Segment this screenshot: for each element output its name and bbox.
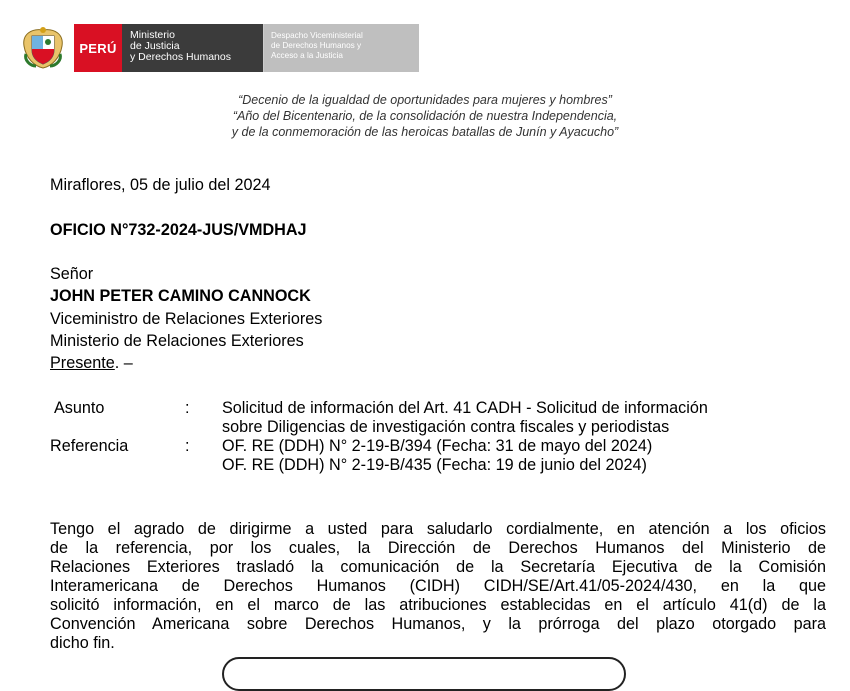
referencia-label: Referencia bbox=[50, 437, 129, 455]
presente-word: Presente bbox=[50, 354, 115, 372]
body-line: Tengo el agrado de dirigirme a usted para saludarlo cordialmente, en atención a los oficios bbox=[50, 520, 826, 538]
motto-line: “Decenio de la igualdad de oportunidades para mujeres y hombres” bbox=[238, 93, 612, 107]
recipient-institution: Ministerio de Relaciones Exteriores bbox=[50, 332, 304, 350]
motto-line: “Año del Bicentenario, de la consolidación de nuestra Independencia, bbox=[232, 109, 618, 123]
decenio-motto bbox=[0, 92, 850, 140]
body-line: de la referencia, por los cuales, la Dirección de Derechos Humanos del Ministerio de bbox=[50, 539, 826, 557]
letterhead bbox=[20, 24, 419, 74]
signature-stamp-box bbox=[222, 657, 626, 691]
body-line: Interamericana de Derechos Humanos (CIDH) CIDH/SE/Art.41/05-2024/430, en la que bbox=[50, 577, 826, 595]
referencia-separator: : bbox=[185, 437, 190, 455]
recipient-name: JOHN PETER CAMINO CANNOCK bbox=[50, 287, 311, 305]
referencia-line: OF. RE (DDH) N° 2-19-B/435 (Fecha: 19 de junio del 2024) bbox=[222, 456, 647, 474]
referencia-line: OF. RE (DDH) N° 2-19-B/394 (Fecha: 31 de mayo del 2024) bbox=[222, 437, 653, 455]
asunto-line: Solicitud de información del Art. 41 CADH - Solicitud de información bbox=[222, 399, 708, 417]
body-line: Relaciones Exteriores trasladó la comunicación de la Secretaría Ejecutiva de la Comisión bbox=[50, 558, 826, 576]
recipient-title: Viceministro de Relaciones Exteriores bbox=[50, 310, 323, 328]
recipient-salutation: Señor bbox=[50, 265, 94, 283]
oficio-number: OFICIO N°732-2024-JUS/VMDHAJ bbox=[50, 221, 307, 239]
office-name: Despacho Viceministerial de Derechos Humanos y Acceso a la Justicia bbox=[264, 24, 419, 72]
asunto-line: sobre Diligencias de investigación contra fiscales y periodistas bbox=[222, 418, 670, 436]
body-line: dicho fin. bbox=[50, 634, 115, 652]
body-paragraph bbox=[50, 520, 826, 653]
body-line: solicitó información, en el marco de las atribuciones establecidas en el artículo 41(d) de la bbox=[50, 596, 826, 614]
presente-line: Presente. – bbox=[50, 354, 133, 372]
asunto-label: Asunto bbox=[54, 399, 105, 417]
body-line: Convención Americana sobre Derechos Humanos, y la prórroga del plazo otorgado para bbox=[50, 615, 826, 633]
peru-badge: PERÚ bbox=[74, 24, 122, 72]
coat-of-arms-icon bbox=[20, 24, 68, 70]
ministry-name: Ministerio de Justicia y Derechos Humanos bbox=[122, 24, 264, 72]
asunto-separator: : bbox=[185, 399, 190, 417]
motto-line: y de la conmemoración de las heroicas batallas de Junín y Ayacucho” bbox=[231, 125, 619, 139]
date-line: Miraflores, 05 de julio del 2024 bbox=[50, 176, 271, 194]
